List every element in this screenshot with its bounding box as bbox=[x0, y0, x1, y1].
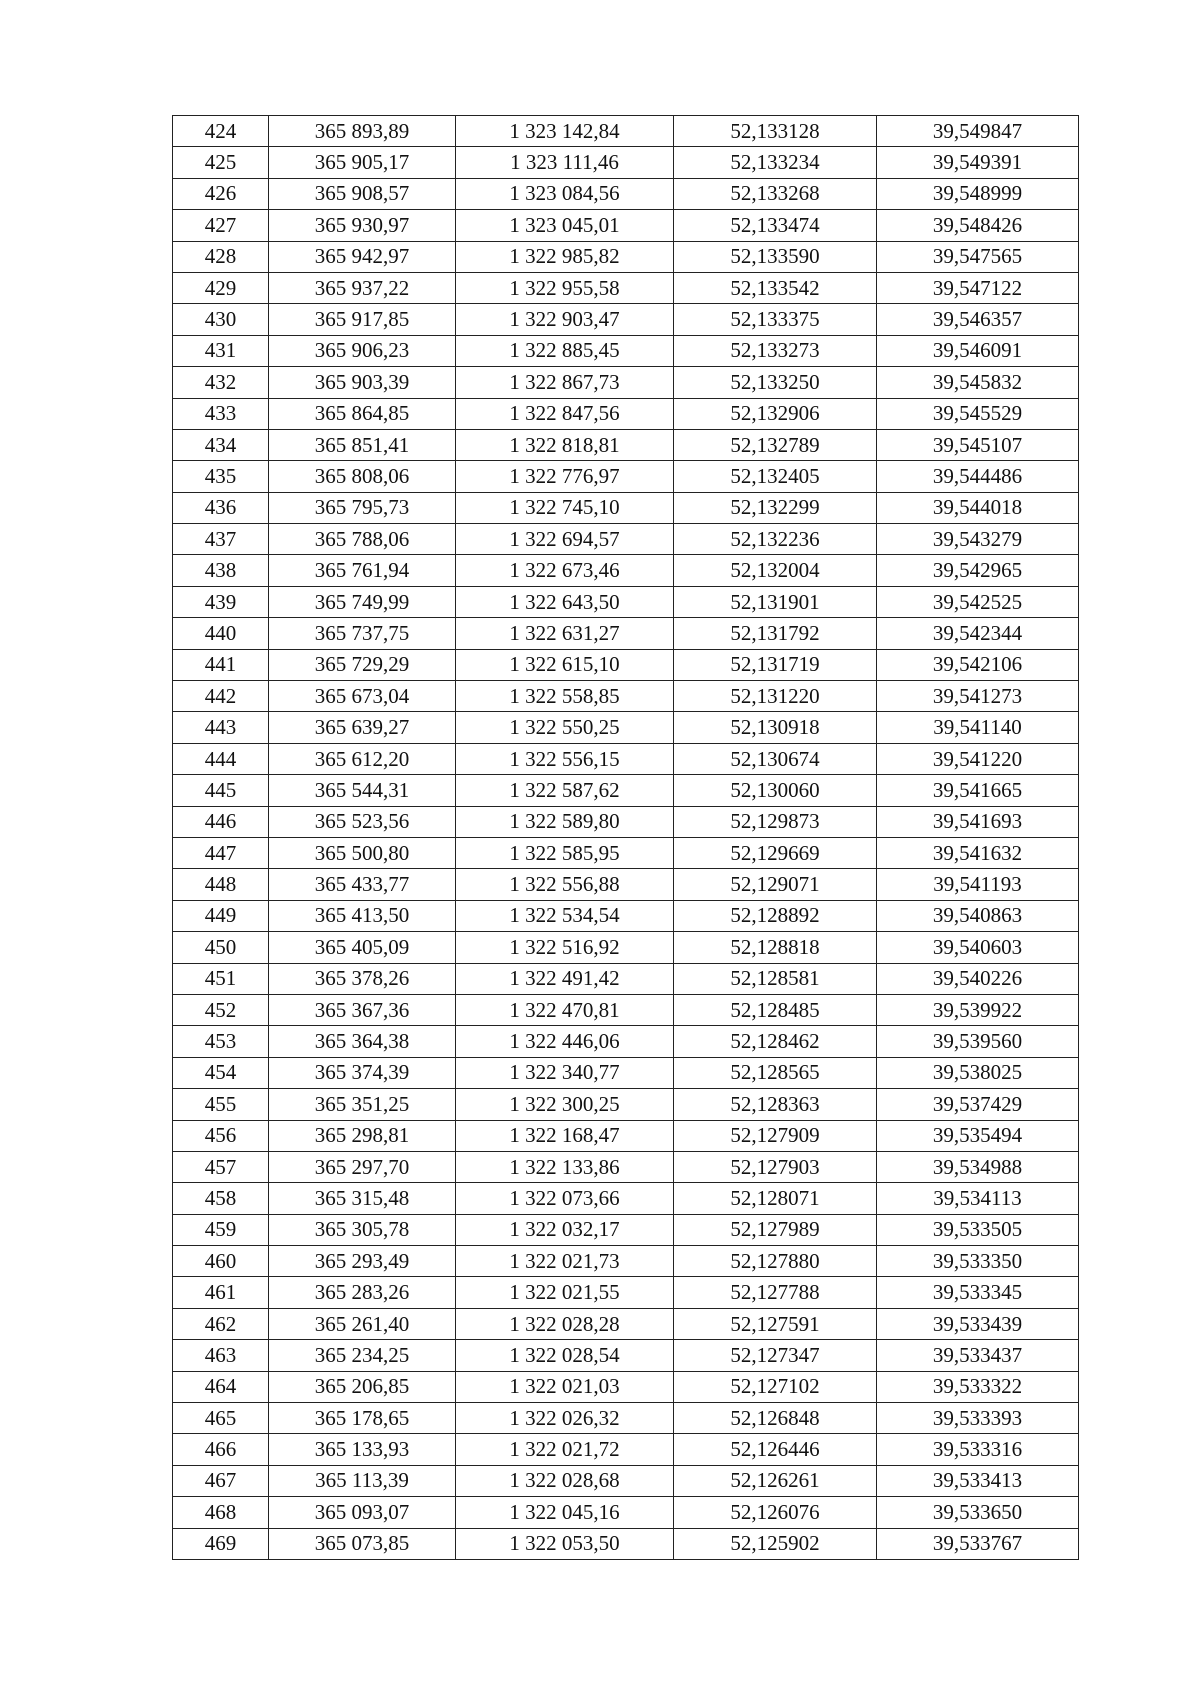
longitude-cell: 39,535494 bbox=[877, 1120, 1079, 1151]
y-coordinate-cell: 1 322 168,47 bbox=[456, 1120, 674, 1151]
longitude-cell: 39,541220 bbox=[877, 743, 1079, 774]
x-coordinate-cell: 365 808,06 bbox=[269, 461, 456, 492]
table-row bbox=[173, 900, 1079, 931]
latitude-cell: 52,128485 bbox=[674, 994, 877, 1025]
x-coordinate-cell: 365 113,39 bbox=[269, 1465, 456, 1496]
point-number-cell: 469 bbox=[173, 1528, 269, 1559]
longitude-cell: 39,547565 bbox=[877, 241, 1079, 272]
point-number-cell: 432 bbox=[173, 367, 269, 398]
latitude-cell: 52,133542 bbox=[674, 272, 877, 303]
table-row bbox=[173, 743, 1079, 774]
y-coordinate-cell: 1 322 028,68 bbox=[456, 1465, 674, 1496]
longitude-cell: 39,538025 bbox=[877, 1057, 1079, 1088]
point-number-cell: 456 bbox=[173, 1120, 269, 1151]
longitude-cell: 39,549391 bbox=[877, 147, 1079, 178]
x-coordinate-cell: 365 544,31 bbox=[269, 775, 456, 806]
latitude-cell: 52,126446 bbox=[674, 1434, 877, 1465]
point-number-cell: 454 bbox=[173, 1057, 269, 1088]
y-coordinate-cell: 1 322 556,88 bbox=[456, 869, 674, 900]
x-coordinate-cell: 365 413,50 bbox=[269, 900, 456, 931]
longitude-cell: 39,542106 bbox=[877, 649, 1079, 680]
x-coordinate-cell: 365 942,97 bbox=[269, 241, 456, 272]
x-coordinate-cell: 365 374,39 bbox=[269, 1057, 456, 1088]
y-coordinate-cell: 1 322 340,77 bbox=[456, 1057, 674, 1088]
y-coordinate-cell: 1 323 111,46 bbox=[456, 147, 674, 178]
longitude-cell: 39,540863 bbox=[877, 900, 1079, 931]
latitude-cell: 52,127989 bbox=[674, 1214, 877, 1245]
latitude-cell: 52,126261 bbox=[674, 1465, 877, 1496]
x-coordinate-cell: 365 315,48 bbox=[269, 1183, 456, 1214]
point-number-cell: 460 bbox=[173, 1246, 269, 1277]
y-coordinate-cell: 1 322 026,32 bbox=[456, 1403, 674, 1434]
x-coordinate-cell: 365 133,93 bbox=[269, 1434, 456, 1465]
point-number-cell: 459 bbox=[173, 1214, 269, 1245]
point-number-cell: 439 bbox=[173, 586, 269, 617]
point-number-cell: 440 bbox=[173, 618, 269, 649]
longitude-cell: 39,539560 bbox=[877, 1026, 1079, 1057]
latitude-cell: 52,133590 bbox=[674, 241, 877, 272]
longitude-cell: 39,540226 bbox=[877, 963, 1079, 994]
x-coordinate-cell: 365 234,25 bbox=[269, 1340, 456, 1371]
x-coordinate-cell: 365 433,77 bbox=[269, 869, 456, 900]
latitude-cell: 52,128892 bbox=[674, 900, 877, 931]
table-row bbox=[173, 492, 1079, 523]
latitude-cell: 52,133268 bbox=[674, 178, 877, 209]
longitude-cell: 39,544486 bbox=[877, 461, 1079, 492]
table-row bbox=[173, 806, 1079, 837]
y-coordinate-cell: 1 322 021,72 bbox=[456, 1434, 674, 1465]
x-coordinate-cell: 365 864,85 bbox=[269, 398, 456, 429]
longitude-cell: 39,540603 bbox=[877, 932, 1079, 963]
longitude-cell: 39,539922 bbox=[877, 994, 1079, 1025]
latitude-cell: 52,127880 bbox=[674, 1246, 877, 1277]
point-number-cell: 442 bbox=[173, 681, 269, 712]
point-number-cell: 427 bbox=[173, 210, 269, 241]
x-coordinate-cell: 365 405,09 bbox=[269, 932, 456, 963]
point-number-cell: 441 bbox=[173, 649, 269, 680]
table-row bbox=[173, 1403, 1079, 1434]
y-coordinate-cell: 1 322 045,16 bbox=[456, 1497, 674, 1528]
point-number-cell: 448 bbox=[173, 869, 269, 900]
x-coordinate-cell: 365 908,57 bbox=[269, 178, 456, 209]
longitude-cell: 39,549847 bbox=[877, 116, 1079, 147]
y-coordinate-cell: 1 322 534,54 bbox=[456, 900, 674, 931]
point-number-cell: 424 bbox=[173, 116, 269, 147]
y-coordinate-cell: 1 322 300,25 bbox=[456, 1089, 674, 1120]
y-coordinate-cell: 1 322 985,82 bbox=[456, 241, 674, 272]
table-row bbox=[173, 1434, 1079, 1465]
x-coordinate-cell: 365 737,75 bbox=[269, 618, 456, 649]
latitude-cell: 52,127788 bbox=[674, 1277, 877, 1308]
latitude-cell: 52,129071 bbox=[674, 869, 877, 900]
table-row bbox=[173, 1308, 1079, 1339]
latitude-cell: 52,127903 bbox=[674, 1151, 877, 1182]
x-coordinate-cell: 365 500,80 bbox=[269, 837, 456, 868]
latitude-cell: 52,126848 bbox=[674, 1403, 877, 1434]
point-number-cell: 447 bbox=[173, 837, 269, 868]
table-row bbox=[173, 775, 1079, 806]
point-number-cell: 443 bbox=[173, 712, 269, 743]
longitude-cell: 39,533316 bbox=[877, 1434, 1079, 1465]
y-coordinate-cell: 1 322 631,27 bbox=[456, 618, 674, 649]
table-row bbox=[173, 116, 1079, 147]
latitude-cell: 52,130060 bbox=[674, 775, 877, 806]
coordinates-table-body bbox=[173, 116, 1079, 1560]
longitude-cell: 39,534113 bbox=[877, 1183, 1079, 1214]
longitude-cell: 39,542344 bbox=[877, 618, 1079, 649]
table-row bbox=[173, 1089, 1079, 1120]
longitude-cell: 39,546357 bbox=[877, 304, 1079, 335]
x-coordinate-cell: 365 905,17 bbox=[269, 147, 456, 178]
latitude-cell: 52,132906 bbox=[674, 398, 877, 429]
y-coordinate-cell: 1 322 516,92 bbox=[456, 932, 674, 963]
x-coordinate-cell: 365 639,27 bbox=[269, 712, 456, 743]
x-coordinate-cell: 365 523,56 bbox=[269, 806, 456, 837]
latitude-cell: 52,132789 bbox=[674, 429, 877, 460]
x-coordinate-cell: 365 761,94 bbox=[269, 555, 456, 586]
x-coordinate-cell: 365 612,20 bbox=[269, 743, 456, 774]
x-coordinate-cell: 365 178,65 bbox=[269, 1403, 456, 1434]
table-row bbox=[173, 461, 1079, 492]
latitude-cell: 52,125902 bbox=[674, 1528, 877, 1559]
x-coordinate-cell: 365 851,41 bbox=[269, 429, 456, 460]
latitude-cell: 52,131792 bbox=[674, 618, 877, 649]
table-row bbox=[173, 210, 1079, 241]
longitude-cell: 39,545832 bbox=[877, 367, 1079, 398]
x-coordinate-cell: 365 893,89 bbox=[269, 116, 456, 147]
point-number-cell: 466 bbox=[173, 1434, 269, 1465]
latitude-cell: 52,126076 bbox=[674, 1497, 877, 1528]
point-number-cell: 458 bbox=[173, 1183, 269, 1214]
x-coordinate-cell: 365 930,97 bbox=[269, 210, 456, 241]
y-coordinate-cell: 1 322 446,06 bbox=[456, 1026, 674, 1057]
latitude-cell: 52,132004 bbox=[674, 555, 877, 586]
table-row bbox=[173, 1214, 1079, 1245]
table-row bbox=[173, 1246, 1079, 1277]
y-coordinate-cell: 1 322 847,56 bbox=[456, 398, 674, 429]
table-row bbox=[173, 241, 1079, 272]
x-coordinate-cell: 365 073,85 bbox=[269, 1528, 456, 1559]
latitude-cell: 52,130674 bbox=[674, 743, 877, 774]
y-coordinate-cell: 1 322 643,50 bbox=[456, 586, 674, 617]
latitude-cell: 52,133474 bbox=[674, 210, 877, 241]
longitude-cell: 39,541273 bbox=[877, 681, 1079, 712]
table-row bbox=[173, 1277, 1079, 1308]
x-coordinate-cell: 365 673,04 bbox=[269, 681, 456, 712]
point-number-cell: 444 bbox=[173, 743, 269, 774]
x-coordinate-cell: 365 795,73 bbox=[269, 492, 456, 523]
x-coordinate-cell: 365 297,70 bbox=[269, 1151, 456, 1182]
point-number-cell: 430 bbox=[173, 304, 269, 335]
table-row bbox=[173, 1151, 1079, 1182]
longitude-cell: 39,541693 bbox=[877, 806, 1079, 837]
longitude-cell: 39,548426 bbox=[877, 210, 1079, 241]
x-coordinate-cell: 365 206,85 bbox=[269, 1371, 456, 1402]
table-row bbox=[173, 1528, 1079, 1559]
y-coordinate-cell: 1 322 885,45 bbox=[456, 335, 674, 366]
x-coordinate-cell: 365 093,07 bbox=[269, 1497, 456, 1528]
point-number-cell: 433 bbox=[173, 398, 269, 429]
latitude-cell: 52,132236 bbox=[674, 524, 877, 555]
y-coordinate-cell: 1 322 615,10 bbox=[456, 649, 674, 680]
point-number-cell: 463 bbox=[173, 1340, 269, 1371]
latitude-cell: 52,133250 bbox=[674, 367, 877, 398]
y-coordinate-cell: 1 322 133,86 bbox=[456, 1151, 674, 1182]
point-number-cell: 434 bbox=[173, 429, 269, 460]
table-row bbox=[173, 1120, 1079, 1151]
table-row bbox=[173, 618, 1079, 649]
table-row bbox=[173, 1371, 1079, 1402]
table-row bbox=[173, 649, 1079, 680]
y-coordinate-cell: 1 322 589,80 bbox=[456, 806, 674, 837]
table-row bbox=[173, 304, 1079, 335]
x-coordinate-cell: 365 903,39 bbox=[269, 367, 456, 398]
y-coordinate-cell: 1 322 032,17 bbox=[456, 1214, 674, 1245]
x-coordinate-cell: 365 917,85 bbox=[269, 304, 456, 335]
table-row bbox=[173, 712, 1079, 743]
latitude-cell: 52,127102 bbox=[674, 1371, 877, 1402]
latitude-cell: 52,131719 bbox=[674, 649, 877, 680]
longitude-cell: 39,544018 bbox=[877, 492, 1079, 523]
longitude-cell: 39,545529 bbox=[877, 398, 1079, 429]
point-number-cell: 467 bbox=[173, 1465, 269, 1496]
y-coordinate-cell: 1 322 021,73 bbox=[456, 1246, 674, 1277]
longitude-cell: 39,537429 bbox=[877, 1089, 1079, 1120]
latitude-cell: 52,128581 bbox=[674, 963, 877, 994]
latitude-cell: 52,128462 bbox=[674, 1026, 877, 1057]
longitude-cell: 39,533767 bbox=[877, 1528, 1079, 1559]
y-coordinate-cell: 1 323 045,01 bbox=[456, 210, 674, 241]
table-row bbox=[173, 869, 1079, 900]
x-coordinate-cell: 365 906,23 bbox=[269, 335, 456, 366]
x-coordinate-cell: 365 283,26 bbox=[269, 1277, 456, 1308]
longitude-cell: 39,541140 bbox=[877, 712, 1079, 743]
table-row bbox=[173, 1183, 1079, 1214]
longitude-cell: 39,533350 bbox=[877, 1246, 1079, 1277]
table-row bbox=[173, 1465, 1079, 1496]
y-coordinate-cell: 1 322 818,81 bbox=[456, 429, 674, 460]
latitude-cell: 52,133375 bbox=[674, 304, 877, 335]
point-number-cell: 435 bbox=[173, 461, 269, 492]
table-row bbox=[173, 272, 1079, 303]
table-row bbox=[173, 963, 1079, 994]
latitude-cell: 52,131901 bbox=[674, 586, 877, 617]
x-coordinate-cell: 365 293,49 bbox=[269, 1246, 456, 1277]
y-coordinate-cell: 1 322 673,46 bbox=[456, 555, 674, 586]
x-coordinate-cell: 365 729,29 bbox=[269, 649, 456, 680]
latitude-cell: 52,132299 bbox=[674, 492, 877, 523]
point-number-cell: 425 bbox=[173, 147, 269, 178]
latitude-cell: 52,131220 bbox=[674, 681, 877, 712]
y-coordinate-cell: 1 322 021,03 bbox=[456, 1371, 674, 1402]
longitude-cell: 39,533413 bbox=[877, 1465, 1079, 1496]
table-row bbox=[173, 429, 1079, 460]
y-coordinate-cell: 1 323 142,84 bbox=[456, 116, 674, 147]
x-coordinate-cell: 365 261,40 bbox=[269, 1308, 456, 1339]
point-number-cell: 452 bbox=[173, 994, 269, 1025]
latitude-cell: 52,133234 bbox=[674, 147, 877, 178]
table-row bbox=[173, 586, 1079, 617]
x-coordinate-cell: 365 364,38 bbox=[269, 1026, 456, 1057]
longitude-cell: 39,547122 bbox=[877, 272, 1079, 303]
latitude-cell: 52,128071 bbox=[674, 1183, 877, 1214]
latitude-cell: 52,133128 bbox=[674, 116, 877, 147]
y-coordinate-cell: 1 322 867,73 bbox=[456, 367, 674, 398]
y-coordinate-cell: 1 322 470,81 bbox=[456, 994, 674, 1025]
y-coordinate-cell: 1 322 955,58 bbox=[456, 272, 674, 303]
latitude-cell: 52,132405 bbox=[674, 461, 877, 492]
table-row bbox=[173, 555, 1079, 586]
x-coordinate-cell: 365 367,36 bbox=[269, 994, 456, 1025]
y-coordinate-cell: 1 322 745,10 bbox=[456, 492, 674, 523]
longitude-cell: 39,533345 bbox=[877, 1277, 1079, 1308]
latitude-cell: 52,128818 bbox=[674, 932, 877, 963]
coordinates-table bbox=[172, 115, 1079, 1560]
latitude-cell: 52,127909 bbox=[674, 1120, 877, 1151]
latitude-cell: 52,128565 bbox=[674, 1057, 877, 1088]
longitude-cell: 39,541632 bbox=[877, 837, 1079, 868]
point-number-cell: 468 bbox=[173, 1497, 269, 1528]
table-row bbox=[173, 147, 1079, 178]
point-number-cell: 464 bbox=[173, 1371, 269, 1402]
longitude-cell: 39,533437 bbox=[877, 1340, 1079, 1371]
y-coordinate-cell: 1 322 587,62 bbox=[456, 775, 674, 806]
table-row bbox=[173, 367, 1079, 398]
x-coordinate-cell: 365 305,78 bbox=[269, 1214, 456, 1245]
y-coordinate-cell: 1 322 558,85 bbox=[456, 681, 674, 712]
latitude-cell: 52,129669 bbox=[674, 837, 877, 868]
longitude-cell: 39,541665 bbox=[877, 775, 1079, 806]
point-number-cell: 437 bbox=[173, 524, 269, 555]
y-coordinate-cell: 1 322 556,15 bbox=[456, 743, 674, 774]
table-row bbox=[173, 1497, 1079, 1528]
y-coordinate-cell: 1 322 028,54 bbox=[456, 1340, 674, 1371]
point-number-cell: 451 bbox=[173, 963, 269, 994]
y-coordinate-cell: 1 322 491,42 bbox=[456, 963, 674, 994]
latitude-cell: 52,129873 bbox=[674, 806, 877, 837]
y-coordinate-cell: 1 322 776,97 bbox=[456, 461, 674, 492]
longitude-cell: 39,548999 bbox=[877, 178, 1079, 209]
latitude-cell: 52,127591 bbox=[674, 1308, 877, 1339]
longitude-cell: 39,546091 bbox=[877, 335, 1079, 366]
point-number-cell: 457 bbox=[173, 1151, 269, 1182]
longitude-cell: 39,542525 bbox=[877, 586, 1079, 617]
table-row bbox=[173, 1057, 1079, 1088]
point-number-cell: 445 bbox=[173, 775, 269, 806]
point-number-cell: 446 bbox=[173, 806, 269, 837]
table-row bbox=[173, 994, 1079, 1025]
table-row bbox=[173, 398, 1079, 429]
x-coordinate-cell: 365 378,26 bbox=[269, 963, 456, 994]
point-number-cell: 455 bbox=[173, 1089, 269, 1120]
longitude-cell: 39,533322 bbox=[877, 1371, 1079, 1402]
point-number-cell: 431 bbox=[173, 335, 269, 366]
x-coordinate-cell: 365 298,81 bbox=[269, 1120, 456, 1151]
x-coordinate-cell: 365 937,22 bbox=[269, 272, 456, 303]
y-coordinate-cell: 1 322 053,50 bbox=[456, 1528, 674, 1559]
y-coordinate-cell: 1 322 585,95 bbox=[456, 837, 674, 868]
point-number-cell: 426 bbox=[173, 178, 269, 209]
point-number-cell: 462 bbox=[173, 1308, 269, 1339]
latitude-cell: 52,127347 bbox=[674, 1340, 877, 1371]
y-coordinate-cell: 1 323 084,56 bbox=[456, 178, 674, 209]
longitude-cell: 39,534988 bbox=[877, 1151, 1079, 1182]
point-number-cell: 438 bbox=[173, 555, 269, 586]
longitude-cell: 39,543279 bbox=[877, 524, 1079, 555]
point-number-cell: 449 bbox=[173, 900, 269, 931]
point-number-cell: 461 bbox=[173, 1277, 269, 1308]
y-coordinate-cell: 1 322 550,25 bbox=[456, 712, 674, 743]
x-coordinate-cell: 365 351,25 bbox=[269, 1089, 456, 1120]
point-number-cell: 436 bbox=[173, 492, 269, 523]
table-row bbox=[173, 335, 1079, 366]
point-number-cell: 465 bbox=[173, 1403, 269, 1434]
longitude-cell: 39,533393 bbox=[877, 1403, 1079, 1434]
point-number-cell: 428 bbox=[173, 241, 269, 272]
table-row bbox=[173, 178, 1079, 209]
latitude-cell: 52,130918 bbox=[674, 712, 877, 743]
longitude-cell: 39,542965 bbox=[877, 555, 1079, 586]
y-coordinate-cell: 1 322 073,66 bbox=[456, 1183, 674, 1214]
latitude-cell: 52,133273 bbox=[674, 335, 877, 366]
longitude-cell: 39,545107 bbox=[877, 429, 1079, 460]
x-coordinate-cell: 365 749,99 bbox=[269, 586, 456, 617]
y-coordinate-cell: 1 322 028,28 bbox=[456, 1308, 674, 1339]
point-number-cell: 429 bbox=[173, 272, 269, 303]
table-row bbox=[173, 1026, 1079, 1057]
table-row bbox=[173, 837, 1079, 868]
table-row bbox=[173, 932, 1079, 963]
longitude-cell: 39,533439 bbox=[877, 1308, 1079, 1339]
table-row bbox=[173, 681, 1079, 712]
table-row bbox=[173, 524, 1079, 555]
longitude-cell: 39,541193 bbox=[877, 869, 1079, 900]
y-coordinate-cell: 1 322 694,57 bbox=[456, 524, 674, 555]
x-coordinate-cell: 365 788,06 bbox=[269, 524, 456, 555]
y-coordinate-cell: 1 322 903,47 bbox=[456, 304, 674, 335]
longitude-cell: 39,533650 bbox=[877, 1497, 1079, 1528]
point-number-cell: 450 bbox=[173, 932, 269, 963]
latitude-cell: 52,128363 bbox=[674, 1089, 877, 1120]
longitude-cell: 39,533505 bbox=[877, 1214, 1079, 1245]
point-number-cell: 453 bbox=[173, 1026, 269, 1057]
y-coordinate-cell: 1 322 021,55 bbox=[456, 1277, 674, 1308]
table-row bbox=[173, 1340, 1079, 1371]
